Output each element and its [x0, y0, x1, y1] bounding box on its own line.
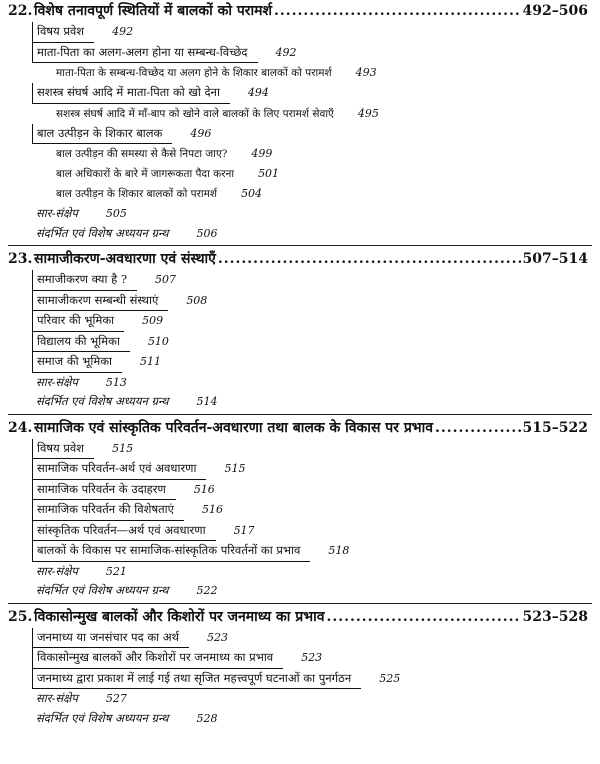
chapter-page-range: 523–528 [522, 608, 588, 625]
toc-entry [32, 184, 600, 204]
entry-title: समाजीकरण क्या है ? [32, 270, 137, 291]
section-divider [8, 245, 592, 246]
entry-title: माता-पिता का अलग-अलग होना या सम्बन्ध-विच्छेद [32, 43, 258, 64]
toc-entry [32, 541, 600, 562]
entry-title: सांस्कृतिक परिवर्तन—अर्थ एवं अवधारणा [32, 521, 216, 542]
entry-title: सामाजिक परिवर्तन के उदाहरण [32, 480, 176, 501]
entry-page-number: 509 [142, 314, 164, 327]
toc-entry [32, 648, 600, 669]
entry-title: विकासोन्मुख बालकों और किशोरों पर जनमाध्य का प्रभाव [32, 648, 283, 669]
chapter-title: विशेष तनावपूर्ण स्थितियों में बालकों को परामर्श [34, 3, 273, 19]
toc-entry [32, 459, 600, 480]
chapter-section [0, 0, 600, 243]
entry-page-number: 517 [233, 523, 255, 537]
entry-title: सार-संक्षेप [36, 374, 78, 389]
chapter-heading [0, 417, 600, 439]
entry-title: जनमाध्य द्वारा प्रकाश में लाई गई तथा सृजित महत्त्वपूर्ण घटनाओं का पुनर्गठन [32, 669, 361, 690]
entry-page-number: 528 [196, 711, 218, 725]
toc-entry [32, 581, 600, 601]
entry-page-number: 525 [379, 671, 401, 685]
entry-page-number: 496 [190, 126, 212, 140]
chapter-number: 25. [8, 608, 33, 625]
toc-entry [32, 22, 600, 43]
entry-title: सार-संक्षेप [36, 563, 78, 578]
chapter-section [0, 417, 600, 601]
entry-page-number: 507 [155, 273, 177, 286]
entry-page-number: 515 [112, 441, 134, 455]
entry-page-number: 515 [224, 462, 246, 475]
toc-entry [32, 164, 600, 184]
toc-entry [32, 104, 600, 124]
section-divider [8, 603, 592, 604]
entry-title: संदर्भित एवं विशेष अध्ययन ग्रन्थ [36, 710, 169, 725]
toc-entry [32, 270, 600, 291]
entry-page-number: 505 [105, 207, 127, 220]
toc-entry [32, 373, 600, 393]
entry-page-number: 493 [355, 66, 377, 79]
toc-entry [32, 562, 600, 582]
chapter-number: 24. [8, 419, 33, 436]
entry-title: माता-पिता के सम्बन्ध-विच्छेद या अलग होने के शिकार बालकों को परामर्श [56, 67, 332, 79]
entry-page-number: 522 [196, 584, 218, 597]
toc-entry [32, 144, 600, 164]
toc-entry [32, 521, 600, 542]
entry-title: विषय प्रवेश [32, 439, 94, 460]
entry-title: समाज की भूमिका [32, 352, 122, 373]
dot-leader [327, 606, 521, 628]
entry-title: सार-संक्षेप [36, 206, 78, 220]
chapter-number: 23. [8, 251, 33, 267]
entry-title: सामाजीकरण सम्बन्धी संस्थाएं [32, 291, 168, 312]
entry-page-number: 514 [196, 395, 218, 408]
entry-title: संदर्भित एवं विशेष अध्ययन ग्रन्थ [36, 394, 169, 408]
toc-entry [32, 669, 600, 690]
entry-list [0, 628, 600, 729]
entry-title: सामाजिक परिवर्तन की विशेषताएं [32, 500, 184, 521]
chapter-heading [0, 0, 600, 22]
entry-page-number: 510 [147, 334, 169, 348]
entry-title: सशस्त्र संघर्ष आदि में माँ-बाप को खोने वाले बालकों के लिए परामर्श सेवाएँ [56, 107, 334, 120]
entry-page-number: 504 [241, 187, 263, 200]
entry-title: बाल अधिकारों के बारे में जागरूकता पैदा करना [56, 168, 235, 180]
entry-page-number: 492 [275, 45, 297, 59]
chapter-title: सामाजिक एवं सांस्कृतिक परिवर्तन-अवधारणा तथा बालक के विकास पर प्रभाव [34, 419, 434, 436]
entry-page-number: 521 [105, 564, 127, 578]
toc-entry [32, 332, 600, 353]
entry-page-number: 494 [247, 86, 269, 99]
entry-title: विद्यालय की भूमिका [32, 332, 130, 353]
entry-list [0, 22, 600, 243]
toc-entry [32, 439, 600, 460]
entry-page-number: 527 [105, 692, 127, 705]
entry-page-number: 518 [328, 544, 350, 557]
toc-entry [32, 352, 600, 373]
entry-page-number: 523 [301, 651, 323, 664]
section-divider [8, 414, 592, 415]
entry-title: बाल उत्पीड़न के शिकार बालक [32, 124, 172, 145]
entry-page-number: 492 [112, 25, 134, 38]
entry-title: सशस्त्र संघर्ष आदि में माता-पिता को खो देना [32, 83, 230, 104]
toc-entry [32, 628, 600, 649]
entry-page-number: 516 [193, 482, 215, 496]
chapter-heading [0, 606, 600, 628]
entry-page-number: 495 [357, 106, 379, 120]
chapter-page-range: 507–514 [522, 251, 588, 267]
dot-leader [218, 248, 521, 270]
entry-list [0, 270, 600, 412]
toc-entry [32, 709, 600, 729]
entry-page-number: 523 [206, 630, 228, 644]
entry-page-number: 501 [258, 167, 280, 180]
entry-title: बाल उत्पीड़न की समस्या से कैसे निपटा जाए? [56, 148, 228, 160]
chapter-number: 22. [8, 3, 33, 19]
chapter-page-range: 492–506 [522, 3, 588, 19]
toc-entry [32, 224, 600, 244]
toc-entry [32, 63, 600, 83]
toc-entry [32, 311, 600, 332]
toc-entry [32, 392, 600, 412]
entry-page-number: 511 [140, 355, 162, 368]
entry-page-number: 516 [202, 503, 224, 516]
toc-entry [32, 480, 600, 501]
entry-title: बालकों के विकास पर सामाजिक-सांस्कृतिक परिवर्तनों का प्रभाव [32, 541, 310, 562]
toc-entry [32, 83, 600, 104]
dot-leader [274, 0, 521, 22]
toc-entry [32, 291, 600, 312]
entry-list [0, 439, 600, 601]
chapter-page-range: 515–522 [522, 419, 588, 436]
toc-entry [32, 43, 600, 64]
chapter-section [0, 606, 600, 729]
chapter-title: विकासोन्मुख बालकों और किशोरों पर जनमाध्य का प्रभाव [34, 608, 325, 625]
entry-title: संदर्भित एवं विशेष अध्ययन ग्रन्थ [36, 225, 169, 240]
entry-page-number: 506 [196, 226, 218, 240]
toc-entry [32, 124, 600, 145]
entry-title: विषय प्रवेश [32, 22, 94, 43]
entry-page-number: 508 [186, 293, 208, 307]
entry-title: बाल उत्पीड़न के शिकार बालकों को परामर्श [56, 188, 218, 200]
chapter-heading [0, 248, 600, 270]
entry-title: सामाजिक परिवर्तन-अर्थ एवं अवधारणा [32, 459, 206, 480]
toc-entry [32, 204, 600, 224]
entry-page-number: 513 [105, 375, 127, 389]
toc-entry [32, 500, 600, 521]
entry-title: संदर्भित एवं विशेष अध्ययन ग्रन्थ [36, 583, 169, 597]
entry-title: सार-संक्षेप [36, 691, 78, 705]
dot-leader [435, 417, 521, 439]
toc-entry [32, 689, 600, 709]
entry-title: जनमाध्य या जनसंचार पद का अर्थ [32, 628, 189, 649]
entry-page-number: 499 [251, 147, 273, 160]
chapter-title: सामाजीकरण-अवधारणा एवं संस्थाएँ [34, 251, 216, 267]
entry-title: परिवार की भूमिका [32, 311, 124, 332]
chapter-section [0, 248, 600, 412]
